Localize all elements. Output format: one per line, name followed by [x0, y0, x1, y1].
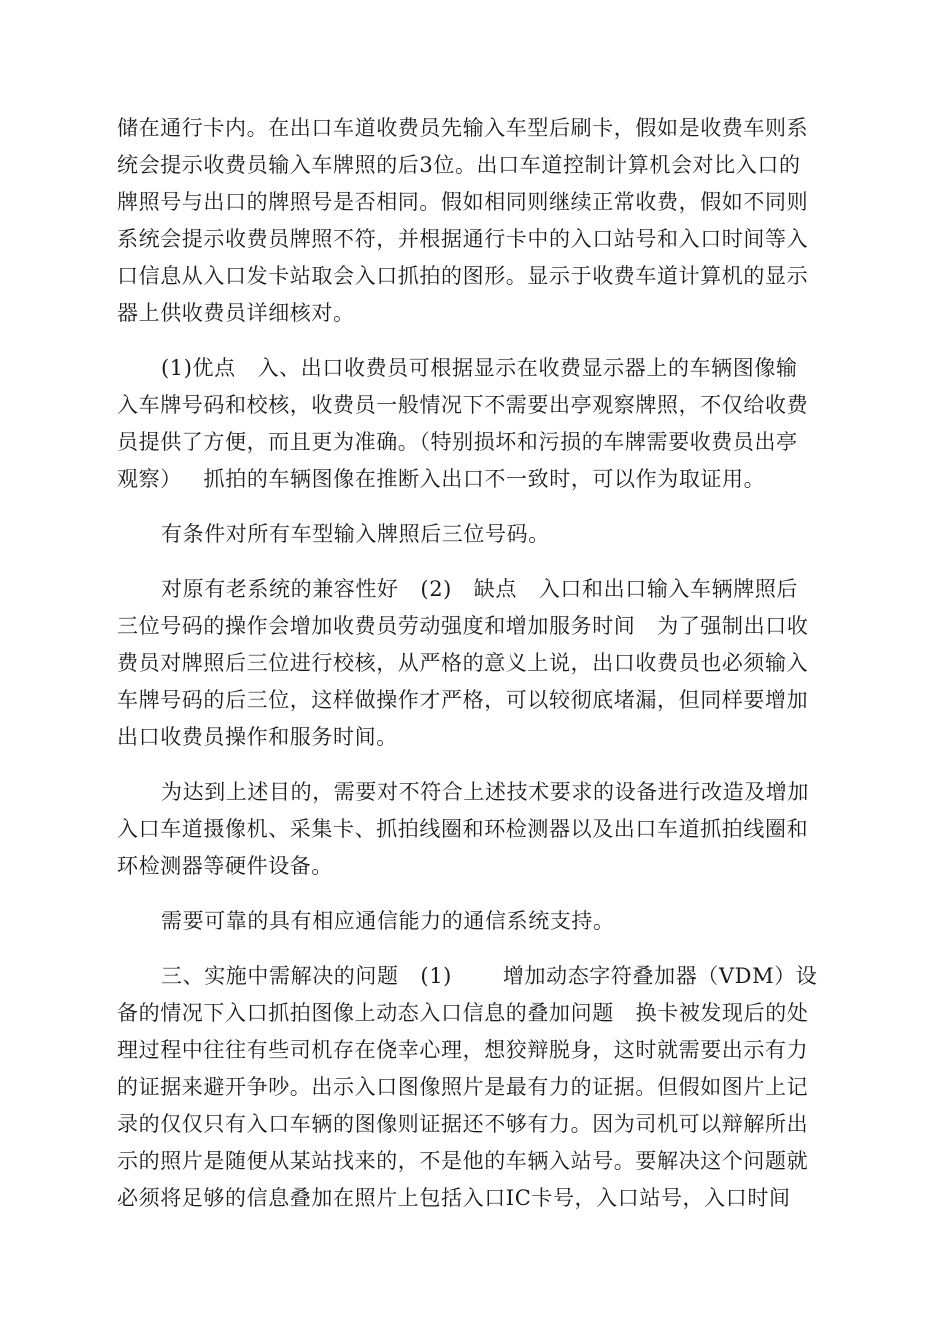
text-line: 需要可靠的具有相应通信能力的通信系统支持。 [161, 909, 615, 933]
text-line: 牌照号与出口的牌照号是否相同。假如相同则继续正常收费，假如不同则 [117, 190, 809, 214]
text-line: 费员对牌照后三位进行校核，从严格的意义上说，出口收费员也必须输入 [117, 651, 809, 675]
text-line: 备的情况下入口抓拍图像上动态入口信息的叠加问题 换卡被发现后的处 [117, 1001, 809, 1025]
text-line: 入车牌号码和校核，收费员一般情况下不需要出亭观察牌照，不仅给收费 [117, 393, 809, 417]
paragraph-advantages [117, 350, 833, 498]
text-line: 录的仅仅只有入口车辆的图像则证据还不够有力。因为司机可以辩解所出 [117, 1112, 809, 1136]
text-line: 储在通行卡内。在出口车道收费员先输入车型后刷卡，假如是收费车则系 [117, 116, 809, 140]
text-line: 出口收费员操作和服务时间。 [117, 725, 398, 749]
text-line: 示的照片是随便从某站找来的，不是他的车辆入站号。要解决这个问题就 [117, 1149, 809, 1173]
text-line: 为达到上述目的，需要对不符合上述技术要求的设备进行改造及增加 [161, 780, 809, 804]
text-line: 三位号码的操作会增加收费员劳动强度和增加服务时间 为了强制出口收 [117, 614, 809, 638]
text-line: 三、实施中需解决的问题 (1) 增加动态字符叠加器（VDM）设 [161, 964, 818, 988]
text-line: 有条件对所有车型输入牌照后三位号码。 [161, 522, 550, 546]
text-line: 员提供了方便，而且更为准确。（特别损坏和污损的车牌需要收费员出亭 [117, 430, 798, 454]
paragraph-equipment-upgrade [117, 774, 833, 885]
text-line: 器上供收费员详细核对。 [117, 301, 355, 325]
text-line: 对原有老系统的兼容性好 (2) 缺点 入口和出口输入车辆牌照后 [161, 577, 799, 601]
text-line: 入口车道摄像机、采集卡、抓拍线圈和环检测器以及出口车道抓拍线圈和 [117, 817, 809, 841]
paragraph-communication-support [117, 903, 833, 940]
paragraph-toll-exit-procedure [117, 110, 833, 332]
text-line: 口信息从入口发卡站取会入口抓拍的图形。显示于收费车道计算机的显示 [117, 264, 809, 288]
text-line: 必须将足够的信息叠加在照片上包括入口IC卡号，入口站号，入口时间 [117, 1186, 791, 1210]
document-page [117, 110, 833, 1235]
text-line: 车牌号码的后三位，这样做操作才严格，可以较彻底堵漏，但同样要增加 [117, 688, 809, 712]
text-line: 环检测器等硬件设备。 [117, 854, 333, 878]
text-line: (1)优点 入、出口收费员可根据显示在收费显示器上的车辆图像输 [161, 356, 798, 380]
text-line: 理过程中往往有些司机存在侥幸心理，想狡辩脱身，这时就需要出示有力 [117, 1038, 809, 1062]
text-line: 统会提示收费员输入车牌照的后3位。出口车道控制计算机会对比入口的 [117, 153, 801, 177]
paragraph-implementation-issues [117, 958, 833, 1217]
text-line: 系统会提示收费员牌照不符，并根据通行卡中的入口站号和入口时间等入 [117, 227, 809, 251]
paragraph-compatibility-disadvantages [117, 571, 833, 756]
text-line: 观察） 抓拍的车辆图像在推断入出口不一致时，可以作为取证用。 [117, 467, 766, 491]
paragraph-all-vehicle-types [117, 516, 833, 553]
text-line: 的证据来避开争吵。出示入口图像照片是最有力的证据。但假如图片上记 [117, 1075, 809, 1099]
